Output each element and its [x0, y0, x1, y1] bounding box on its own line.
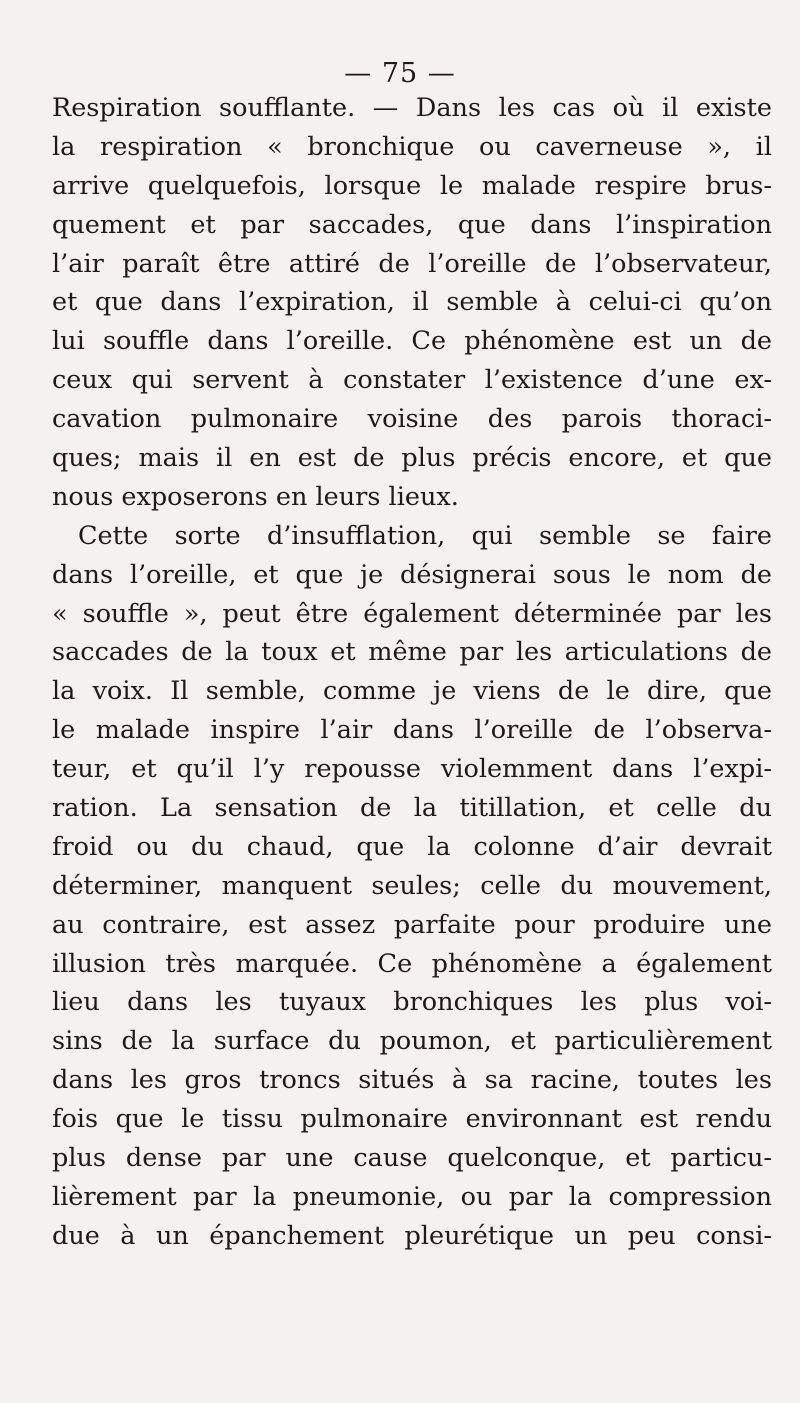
text-line: fois que le tissu pulmonaire environnant est rendu: [52, 1104, 772, 1135]
text-line: saccades de la toux et même par les articulations de: [52, 637, 772, 668]
text-line: due à un épanchement pleurétique un peu consi-: [52, 1220, 772, 1251]
text-line: dans l’oreille, et que je désignerai sous le nom de: [52, 559, 772, 590]
text-line: quement et par saccades, que dans l’inspiration: [52, 209, 772, 240]
page-number: — 75 —: [344, 58, 456, 89]
text-line: au contraire, est assez parfaite pour produire une: [52, 909, 772, 940]
text-line: arrive quelquefois, lorsque le malade respire brus-: [52, 170, 772, 201]
text-line: sins de la surface du poumon, et particulièrement: [52, 1026, 772, 1057]
text-line: froid ou du chaud, que la colonne d’air devrait: [52, 831, 772, 862]
text-line: lieu dans les tuyaux bronchiques les plus voi-: [52, 987, 772, 1018]
text-line: illusion très marquée. Ce phénomène a également: [52, 948, 772, 979]
text-line: plus dense par une cause quelconque, et particu-: [52, 1143, 772, 1174]
text-line: Cette sorte d’insufflation, qui semble se faire: [78, 520, 772, 551]
text-line: lui souffle dans l’oreille. Ce phénomène est un de: [52, 326, 772, 357]
text-line: « souffle », peut être également déterminée par les: [52, 598, 772, 629]
text-line: teur, et qu’il l’y repousse violemment dans l’expi-: [52, 754, 772, 785]
text-line: ques; mais il en est de plus précis encore, et que: [52, 443, 772, 474]
body-text: [52, 89, 772, 1256]
text-line: lièrement par la pneumonie, ou par la compression: [52, 1181, 772, 1212]
text-line: ration. La sensation de la titillation, et celle du: [52, 793, 772, 824]
text-line: nous exposerons en leurs lieux.: [52, 481, 459, 512]
text-line: et que dans l’expiration, il semble à celui-ci qu’on: [52, 287, 772, 318]
text-line: l’air paraît être attiré de l’oreille de l’observateur,: [52, 248, 772, 279]
text-line: le malade inspire l’air dans l’oreille de l’observa-: [52, 715, 772, 746]
text-line: déterminer, manquent seules; celle du mouvement,: [52, 870, 772, 901]
text-line: dans les gros troncs situés à sa racine, toutes les: [52, 1065, 772, 1096]
text-line: ceux qui servent à constater l’existence d’une ex-: [52, 365, 772, 396]
text-line: Respiration soufflante. — Dans les cas où il existe: [52, 93, 772, 123]
text-line: cavation pulmonaire voisine des parois thoraci-: [52, 404, 772, 435]
text-line: la voix. Il semble, comme je viens de le dire, que: [52, 676, 772, 707]
text-line: la respiration « bronchique ou caverneuse », il: [52, 131, 772, 162]
